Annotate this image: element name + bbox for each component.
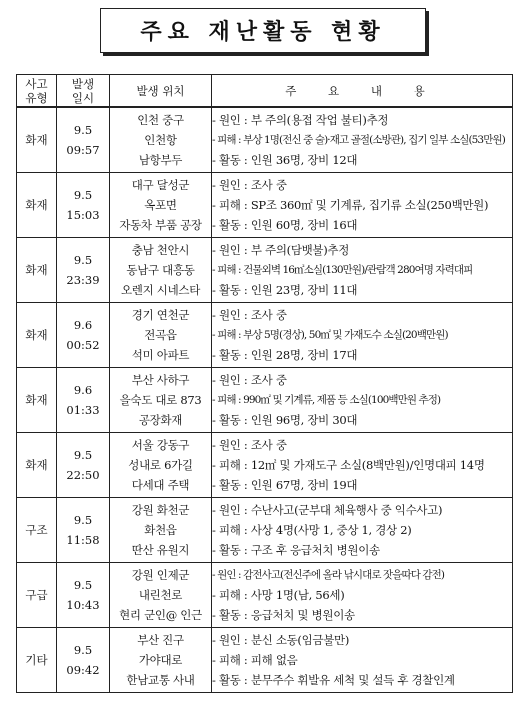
page-title: 주요 재난활동 현황 [100,8,426,53]
header-time [57,75,110,108]
content-action: - 활동 : 응급처치 및 병원이송 [212,607,355,622]
incident-time: 23:39 [66,272,100,287]
table-header-row [17,75,513,108]
table-row [17,302,513,367]
content-cause: - 원인 : 조사 중 [212,437,287,452]
location-line: 현리 군인@ 인근 [119,607,202,622]
incident-location [110,627,212,692]
location-line: 강원 인제군 [131,567,190,582]
incident-location [110,172,212,237]
header-location: 발생 위치 [110,75,212,108]
location-line: 한남교통 사내 [126,672,195,687]
incident-datetime [57,107,110,172]
incident-date: 9.5 [73,577,93,592]
location-line: 오렌지 시네스타 [120,282,201,297]
location-line: 대구 달성군 [131,177,190,192]
header-type-line: 유형 [25,90,48,105]
incident-time: 00:52 [66,337,100,352]
content-cause: - 원인 : 부 주의(용접 작업 불티)추정 [212,112,389,127]
location-line: 가야대로 [138,652,183,667]
content-damage: - 피해 : SP조 360㎡ 및 기계류, 집기류 소실(250백만원) [212,197,489,212]
location-line: 화천읍 [144,522,177,537]
incident-type: 화재 [17,172,57,237]
incident-date: 9.5 [73,512,93,527]
content-action: - 활동 : 인원 67명, 장비 19대 [212,477,358,492]
incident-time: 22:50 [66,467,100,482]
location-line: 부산 진구 [137,632,184,647]
content-damage: - 피해 : 부상 1명(전신 중 술)·재고 골절(소방관), 집기 일부 소실(53만원) [212,133,505,146]
location-line: 부산 사하구 [131,372,190,387]
incident-type: 구조 [17,497,57,562]
incident-date: 9.6 [73,382,93,397]
incident-time: 09:57 [66,142,100,157]
table-row [17,172,513,237]
incident-location [110,562,212,627]
content-cause: - 원인 : 조사 중 [212,307,287,322]
content-action: - 활동 : 인원 23명, 장비 11대 [212,282,358,297]
location-line: 딴산 유원지 [131,542,190,557]
incident-datetime [57,237,110,302]
incident-time: 11:58 [66,532,100,547]
incident-type: 화재 [17,107,57,172]
incident-location [110,497,212,562]
incident-content [212,497,513,562]
incident-date: 9.5 [73,122,93,137]
location-line: 전곡읍 [144,327,177,342]
content-cause: - 원인 : 수난사고(군부대 체육행사 중 익수사고) [212,502,443,517]
table-row [17,497,513,562]
location-line: 동남구 대흥동 [126,262,195,277]
incident-date: 9.5 [73,187,93,202]
table-row [17,237,513,302]
incident-type: 화재 [17,302,57,367]
incident-type: 화재 [17,432,57,497]
incident-date: 9.5 [73,252,93,267]
incident-type: 화재 [17,237,57,302]
incident-time: 01:33 [66,402,100,417]
content-cause: - 원인 : 부 주의(담뱃불)추정 [212,242,350,257]
table-row [17,107,513,172]
table-row [17,432,513,497]
content-action: - 활동 : 인원 60명, 장비 16대 [212,217,358,232]
incident-time: 10:43 [66,597,100,612]
location-line: 인천 중구 [137,112,184,127]
incident-location [110,432,212,497]
incident-content [212,367,513,432]
disaster-table [16,74,513,693]
incident-datetime [57,432,110,497]
incident-type: 화재 [17,367,57,432]
content-action: - 활동 : 인원 36명, 장비 12대 [212,152,358,167]
incident-content [212,172,513,237]
location-line: 다세대 주택 [131,477,190,492]
incident-date: 9.5 [73,642,93,657]
content-action: - 활동 : 분무주수 휘발유 세척 및 설득 후 경찰인계 [212,672,455,687]
incident-datetime [57,497,110,562]
location-line: 옥포면 [144,197,177,212]
content-cause: - 원인 : 조사 중 [212,177,287,192]
incident-time: 15:03 [66,207,100,222]
incident-datetime [57,172,110,237]
content-cause: - 원인 : 분신 소동(임금불만) [212,632,350,647]
location-line: 을숙도 대로 873 [119,392,202,407]
location-line: 남항부두 [138,152,183,167]
incident-content [212,432,513,497]
content-damage: - 피해 : 건물외벽 16㎡소실(130만원)/관람객 280여명 자력대피 [212,263,473,276]
header-time-line: 일시 [71,90,95,105]
incident-datetime [57,367,110,432]
location-line: 공장화재 [138,412,183,427]
incident-location [110,107,212,172]
content-damage: - 피해 : 사망 1명(남, 56세) [212,587,345,602]
content-action: - 활동 : 인원 96명, 장비 30대 [212,412,358,427]
incident-type: 구급 [17,562,57,627]
incident-content [212,627,513,692]
incident-content [212,562,513,627]
header-time-line: 발생 [71,76,95,91]
location-line: 자동차 부품 공장 [119,217,202,232]
incident-date: 9.5 [73,447,93,462]
location-line: 경기 연천군 [131,307,190,322]
incident-date: 9.6 [73,317,93,332]
incident-content [212,302,513,367]
content-cause: - 원인 : 조사 중 [212,372,287,387]
location-line: 충남 천안시 [131,242,190,257]
table-row [17,562,513,627]
content-action: - 활동 : 인원 28명, 장비 17대 [212,347,358,362]
incident-datetime [57,627,110,692]
content-damage: - 피해 : 990㎡ 및 기계류, 제품 등 소실(100백만원 추정) [212,393,441,406]
location-line: 석미 아파트 [131,347,190,362]
table-row [17,627,513,692]
incident-location [110,367,212,432]
content-cause: - 원인 : 감전사고(전신주에 올라 낚시대로 잣을따다 감전) [212,568,445,581]
incident-datetime [57,302,110,367]
content-damage: - 피해 : 피해 없음 [212,652,298,667]
location-line: 인천항 [144,132,177,147]
incident-content [212,107,513,172]
content-action: - 활동 : 구조 후 응급처치 병원이송 [212,542,380,557]
content-damage: - 피해 : 12㎡ 및 가재도구 소실(8백만원)/인명대피 14명 [212,457,485,472]
incident-type: 기타 [17,627,57,692]
location-line: 강원 화천군 [131,502,190,517]
table-row [17,367,513,432]
header-type [17,75,57,108]
incident-time: 09:42 [66,662,100,677]
header-type-line: 사고 [25,76,48,91]
incident-content [212,237,513,302]
header-content: 주 요 내 용 [212,75,513,108]
content-damage: - 피해 : 부상 5명(경상), 50㎡ 및 가재도수 소실(20백만원) [212,328,448,341]
content-damage: - 피해 : 사상 4명(사망 1, 중상 1, 경상 2) [212,522,412,537]
location-line: 서울 강동구 [131,437,190,452]
incident-datetime [57,562,110,627]
location-line: 내린천로 [138,587,183,602]
incident-location [110,302,212,367]
location-line: 성내로 6가길 [128,457,193,472]
incident-location [110,237,212,302]
